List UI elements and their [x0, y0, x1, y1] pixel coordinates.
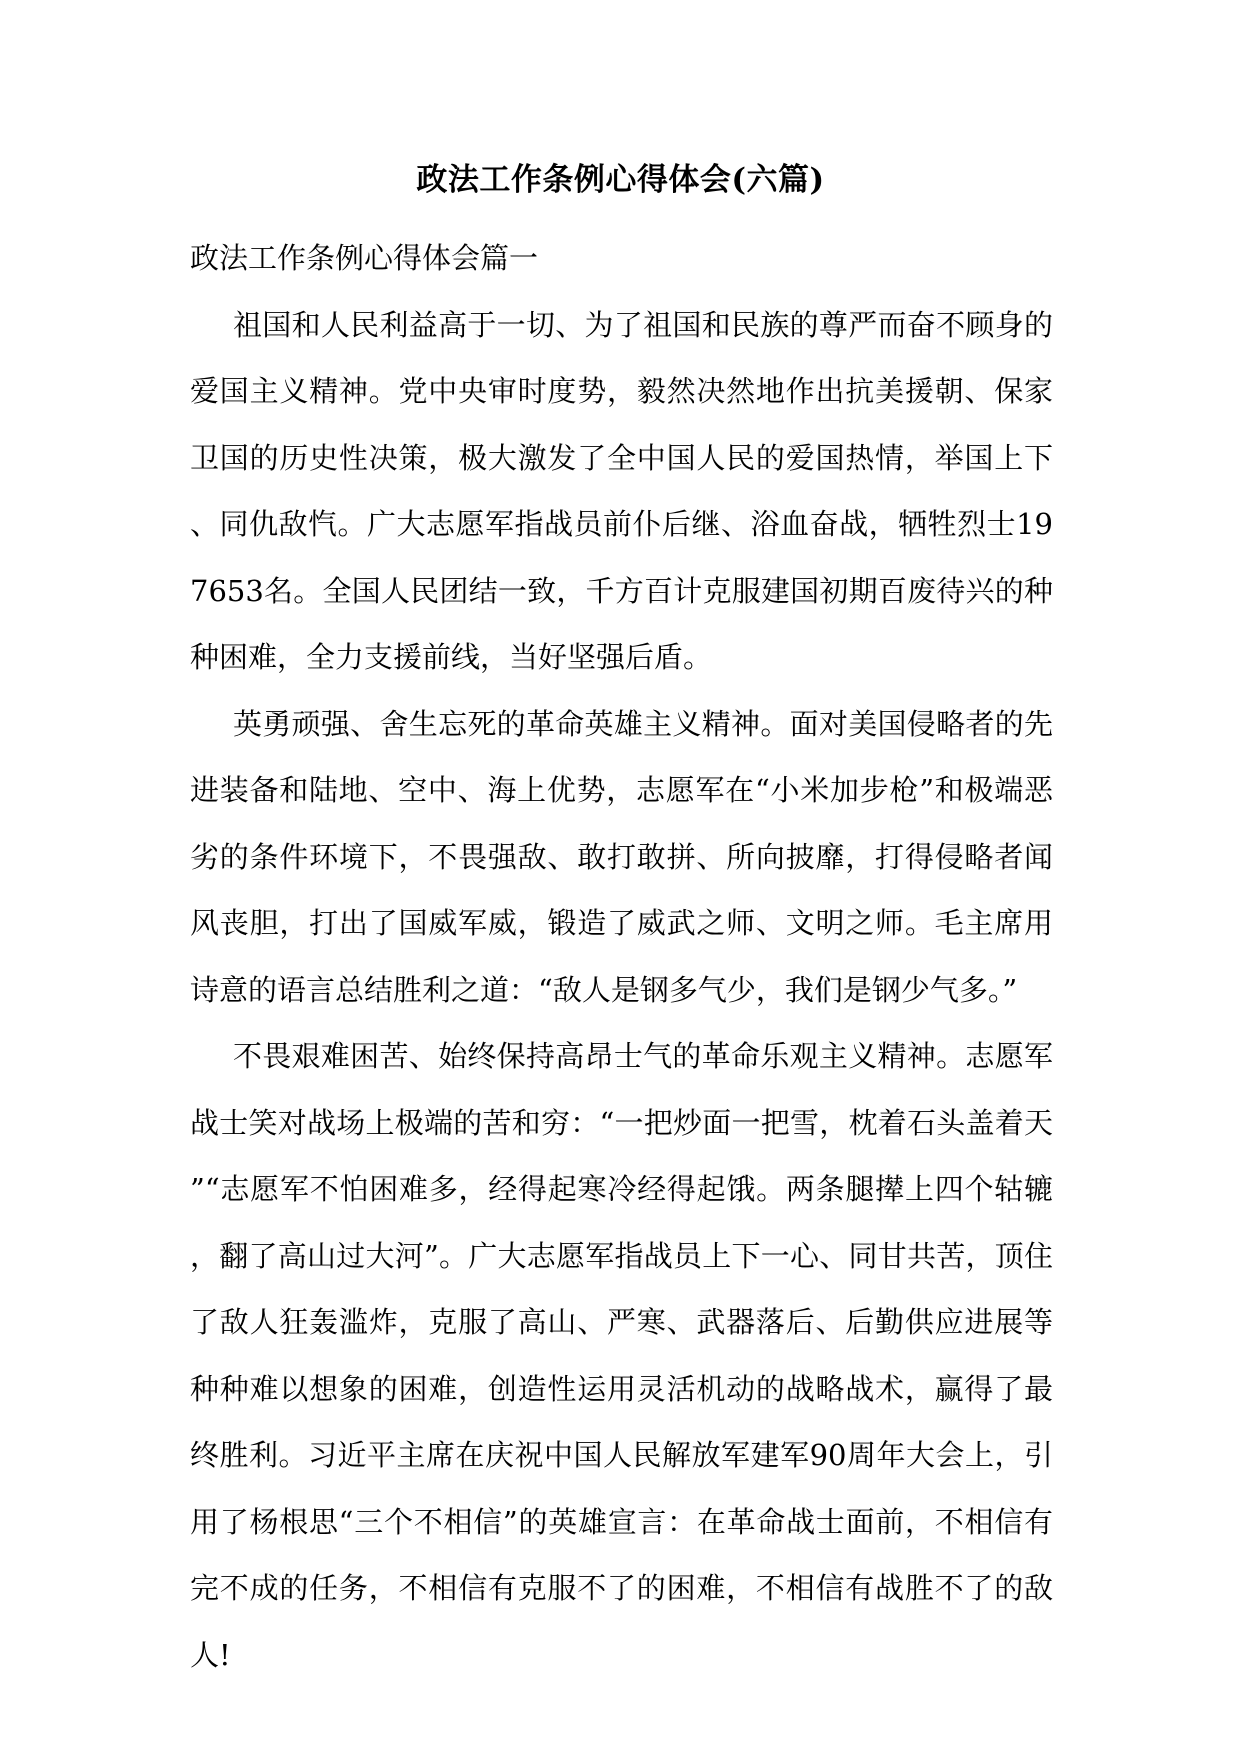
body-paragraph-1: 祖国和人民利益高于一切、为了祖国和民族的尊严而奋不顾身的爱国主义精神。党中央审时度势，毅然决然地作出抗美援朝、保家卫国的历史性决策，极大激发了全中国人民的爱国热情，举国上下、同仇敌忾。广大志愿军指战员前仆后继、浴血奋战，牺牲烈士197653名。全国人民团结一致，千方百计克服建国初期百废待兴的种种困难，全力支援前线，当好坚强后盾。 [190, 307, 1053, 674]
document-body [190, 225, 1053, 1688]
body-paragraph-2: 英勇顽强、舍生忘死的革命英雄主义精神。面对美国侵略者的先进装备和陆地、空中、海上优势，志愿军在“小米加步枪”和极端恶劣的条件环境下，不畏强敌、敢打敢拼、所向披靡，打得侵略者闻风丧胆，打出了国威军威，锻造了威武之师、文明之师。毛主席用诗意的语言总结胜利之道：“敌人是钢多气少，我们是钢少气多。” [190, 706, 1053, 1007]
body-paragraph-3: 不畏艰难困苦、始终保持高昂士气的革命乐观主义精神。志愿军战士笑对战场上极端的苦和穷：“一把炒面一把雪，枕着石头盖着天”“志愿军不怕困难多，经得起寒冷经得起饿。两条腿撵上四个轱辘，翻了高山过大河”。广大志愿军指战员上下一心、同甘共苦，顶住了敌人狂轰滥炸，克服了高山、严寒、武器落后、后勤供应进展等种种难以想象的困难，创造性运用灵活机动的战略战术，赢得了最终胜利。习近平主席在庆祝中国人民解放军建军90周年大会上，引用了杨根思“三个不相信”的英雄宣言：在革命战士面前，不相信有完不成的任务，不相信有克服不了的困难，不相信有战胜不了的敌人! [190, 1039, 1053, 1672]
section-subtitle: 政法工作条例心得体会篇一 [190, 241, 539, 275]
document-title: 政法工作条例心得体会(六篇) [416, 162, 825, 198]
